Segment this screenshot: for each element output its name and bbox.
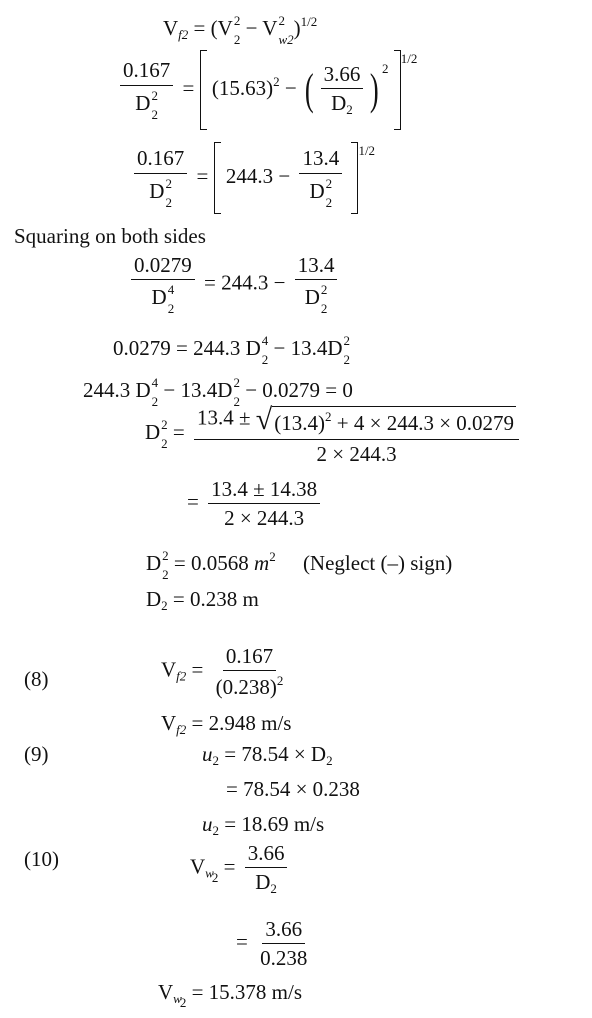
eq-vf2-result: $V_{f2} = 2.948$ m/s xyxy=(161,711,292,737)
eq-vw2-formula: $V_{w2}$ = $\frac{3.66}{D_2}$ xyxy=(190,842,291,896)
eq-quadratic-formula: D 2 2 = $\frac{13.4 \pm √(13.4)^2 + 4 \times 244.3 \times 0.0279}{2 \times 244.3}$ xyxy=(145,404,523,465)
squaring-note: Squaring on both sides xyxy=(14,224,206,248)
eq-d2-result: $D_2 = 0.238$ m xyxy=(146,587,259,613)
eq-u2-substitute: = 78.54 × 0.238 xyxy=(226,777,360,801)
eq-squared: 0.0279 D 4 2 = 244.3 − 13.4 D 2 2 xyxy=(127,254,341,315)
eq-quadratic: 244.3 D 4 2 − 13.4D 2 2 − 0.0279 = 0 xyxy=(83,375,353,409)
eq-vf2-definition: $V_{f2} = (V$ 2 2 − V 2 w2 )$^{1/2}$ xyxy=(163,13,318,47)
eq-u2-formula: $u_2 = 78.54 \times D_2$ xyxy=(202,742,333,768)
eq-quadratic-numeric: = $\frac{13.4 \pm 14.38}{2 \times 244.3}$ xyxy=(187,478,324,529)
eq-bracket-1: 0.167 D 2 2 = $(15.63)^2$ − ( $\frac{3.66}{D_2}$ ) $^2$ $^{1/2}$ xyxy=(116,50,417,130)
step-label-10: (10) xyxy=(24,847,59,871)
eq-d2-squared-result: D 2 2 = 0.0568 $m^2$ (Neglect (–) sign) xyxy=(146,548,453,582)
eq-bracket-2: 0.167 D 2 2 = 244.3 − 13.4 D 2 2 $^{1/2}$ xyxy=(130,142,375,214)
eq-vw2-substitute: = $\frac{3.66}{0.238}$ xyxy=(236,917,308,971)
eq-vf2-value: $V_{f2}$ = $\frac{0.167}{(0.238)^2}$ xyxy=(161,644,284,700)
eq-u2-result: $u_2 = 18.69$ m/s xyxy=(202,812,325,838)
step-label-9: (9) xyxy=(24,742,49,766)
step-label-8: (8) xyxy=(24,667,49,691)
eq-vw2-result: $V_{w2} = 15.378$ m/s xyxy=(158,980,303,1010)
eq-expanded: 0.0279 = 244.3 D 4 2 − 13.4D 2 2 xyxy=(113,333,351,367)
